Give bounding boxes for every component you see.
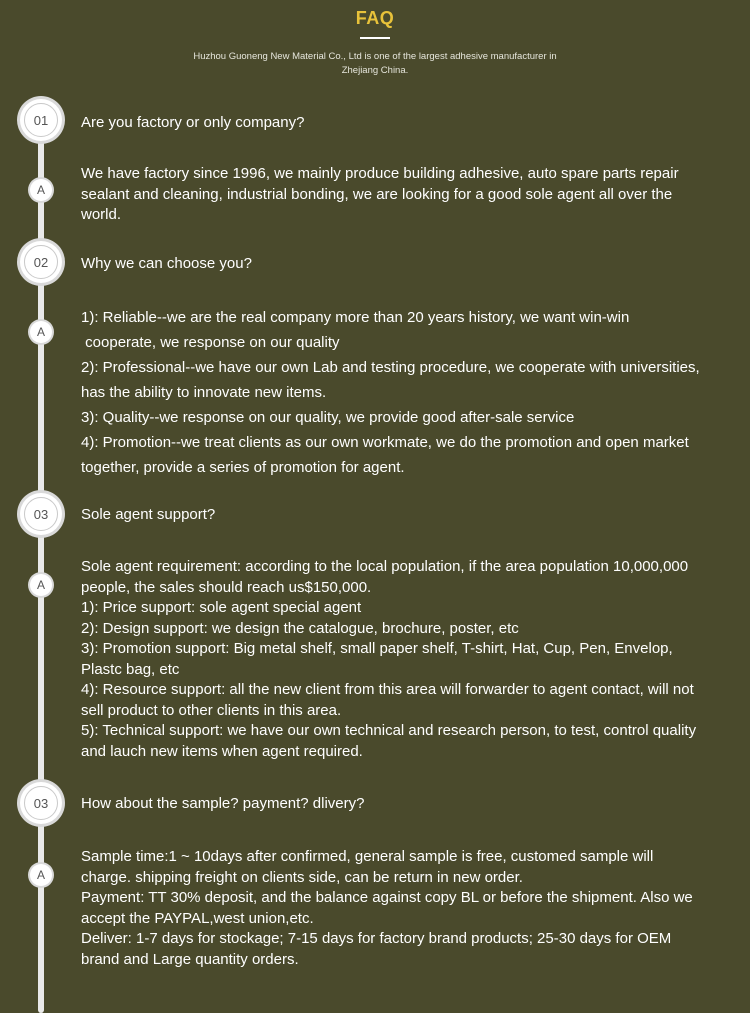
answer-line: brand and Large quantity orders. — [81, 950, 299, 968]
answer-line: 3): Promotion support: Big metal shelf, small paper shelf, T-shirt, Hat, Cup, Pen, Envelop, — [81, 640, 673, 657]
answer-text — [81, 847, 745, 970]
answer-line: cooperate, we response on our quality — [81, 334, 340, 351]
answer-line: sealant and cleaning, industrial bonding, we are looking for a good sole agent all over the — [81, 185, 673, 203]
question-number: 01 — [24, 103, 58, 137]
question-number: 03 — [24, 497, 58, 531]
answer-line: 1): Price support: sole agent special agent — [81, 599, 362, 616]
answer-text — [81, 557, 745, 762]
company-intro-line: Huzhou Guoneng New Material Co., Ltd is one of the largest adhesive manufacturer in — [193, 51, 557, 62]
answer-line: 5): Technical support: we have our own technical and research person, to test, control quality — [81, 722, 697, 739]
answer-line: 1): Reliable--we are the real company more than 20 years history, we want win-win — [81, 309, 630, 326]
answer-line: and lauch new items when agent required. — [81, 742, 363, 760]
question-number-badge — [20, 493, 62, 535]
question-text: Why we can choose you? — [81, 255, 252, 272]
answer-line: Sample time:1 ~ 10days after confirmed, general sample is free, customed sample will — [81, 848, 654, 865]
answer-line: Plastc bag, etc — [81, 660, 180, 678]
question-text: Are you factory or only company? — [81, 114, 305, 131]
answer-line: sell product to other clients in this area. — [81, 701, 342, 719]
answer-line: 4): Promotion--we treat clients as our own workmate, we do the promotion and open market — [81, 434, 689, 451]
title-underline — [360, 37, 390, 39]
question-number-badge — [20, 241, 62, 283]
answer-line: people, the sales should reach us$150,000. — [81, 578, 372, 596]
answer-line: Sole agent requirement: according to the local population, if the area population 10,000,000 — [81, 558, 689, 575]
answer-line: charge. shipping freight on clients side, can be return in new order. — [81, 868, 523, 886]
company-intro — [150, 50, 600, 78]
page-title: FAQ — [355, 8, 395, 28]
answer-line: 3): Quality--we response on our quality, we provide good after-sale service — [81, 409, 575, 426]
question-number-badge — [20, 99, 62, 141]
question-text: How about the sample? payment? dlivery? — [81, 795, 365, 812]
question-text: Sole agent support? — [81, 506, 216, 523]
answer-marker: A — [30, 574, 52, 596]
answer-line: has the ability to innovate new items. — [81, 384, 327, 401]
answer-marker: A — [30, 179, 52, 201]
answer-marker: A — [30, 321, 52, 343]
answer-text — [81, 305, 745, 480]
answer-line: 2): Design support: we design the catalogue, brochure, poster, etc — [81, 619, 519, 637]
answer-line: Deliver: 1-7 days for stockage; 7-15 days for factory brand products; 25-30 days for OEM — [81, 930, 672, 947]
question-number: 03 — [24, 786, 58, 820]
answer-line: Payment: TT 30% deposit, and the balance against copy BL or before the shipment. Also we — [81, 889, 693, 906]
question-number: 02 — [24, 245, 58, 279]
answer-marker: A — [30, 864, 52, 886]
question-number-badge — [20, 782, 62, 824]
answer-line: world. — [81, 206, 122, 223]
answer-text — [81, 164, 745, 226]
answer-line: 4): Resource support: all the new client from this area will forwarder to agent contact, will not — [81, 681, 694, 698]
answer-line: accept the PAYPAL,west union,etc. — [81, 909, 314, 927]
answer-line: 2): Professional--we have our own Lab and testing procedure, we cooperate with universities, — [81, 359, 700, 376]
company-intro-line: Zhejiang China. — [341, 65, 409, 76]
answer-line: together, provide a series of promotion for agent. — [81, 459, 405, 476]
answer-line: We have factory since 1996, we mainly produce building adhesive, auto spare parts repair — [81, 165, 679, 182]
